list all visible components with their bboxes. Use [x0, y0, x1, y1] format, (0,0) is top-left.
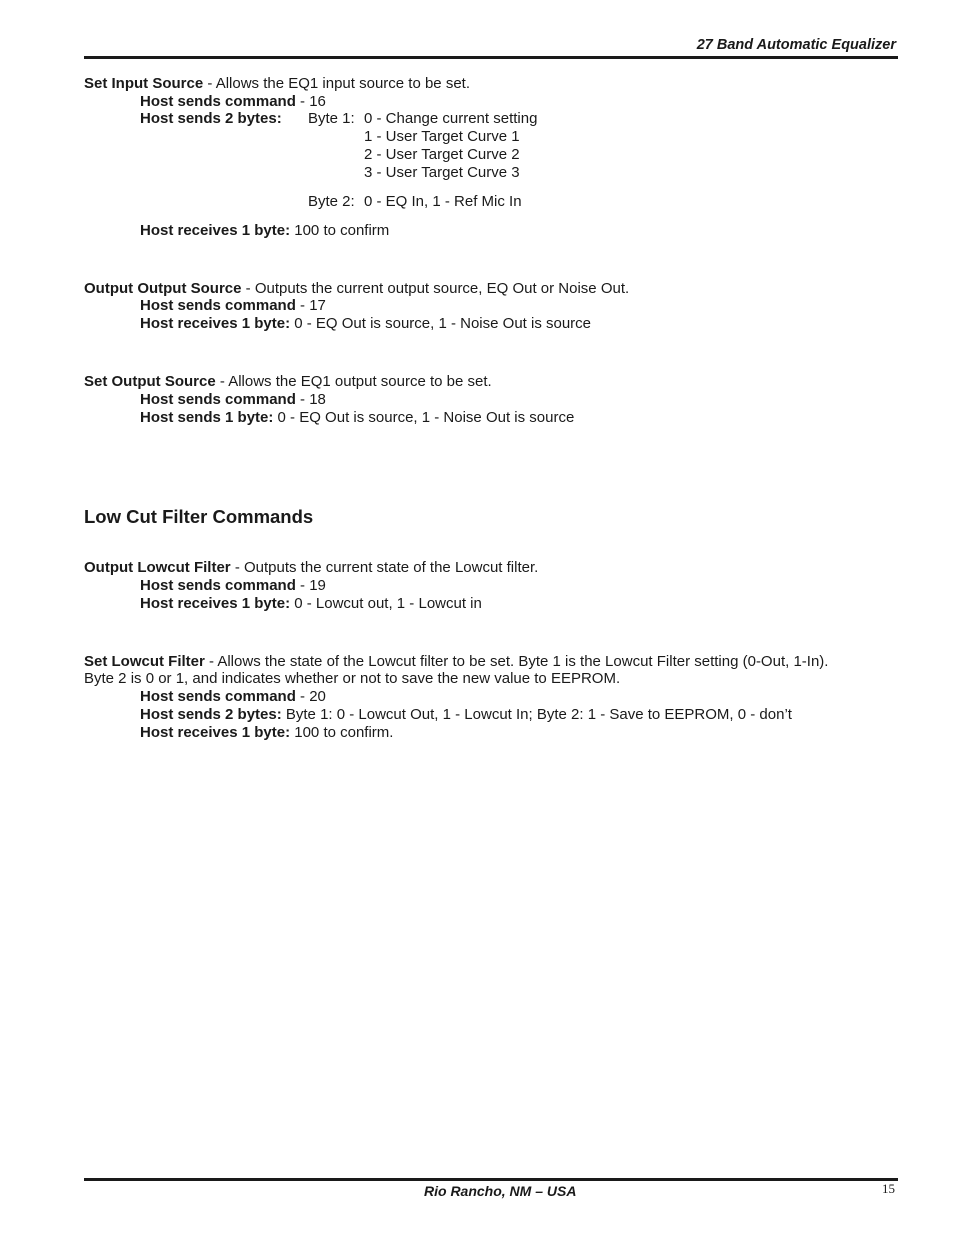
- value: 100 to confirm: [290, 222, 390, 239]
- set-lowcut-heading: [84, 653, 828, 671]
- set-output-source-command: [140, 391, 326, 409]
- label: Host sends command: [140, 577, 296, 594]
- header-rule: [84, 56, 898, 59]
- footer-rule: [84, 1178, 898, 1181]
- footer-location: Rio Rancho, NM – USA: [424, 1183, 577, 1199]
- label: Host receives 1 byte:: [140, 222, 291, 239]
- set-lowcut-command: [140, 688, 326, 706]
- command-description: - Outputs the current output source, EQ Out or Noise Out.: [241, 280, 630, 297]
- output-output-source-receives: [140, 315, 591, 333]
- command-name: Output Lowcut Filter: [84, 559, 231, 576]
- label: Host sends command: [140, 297, 296, 314]
- value: - 18: [295, 391, 326, 408]
- output-lowcut-heading: [84, 559, 538, 577]
- value: - 16: [295, 93, 326, 110]
- set-input-source-receives: [140, 222, 389, 240]
- set-input-source-bytes-label: Host sends 2 bytes:: [140, 110, 282, 127]
- label: Host sends command: [140, 688, 296, 705]
- set-lowcut-sends: [140, 706, 792, 724]
- command-name: Set Lowcut Filter: [84, 653, 205, 670]
- byte1-label: Byte 1:: [308, 110, 355, 127]
- byte1-option: 0 - Change current setting: [364, 110, 538, 127]
- byte1-option: 1 - User Target Curve 1: [364, 128, 520, 145]
- output-output-source-heading: [84, 280, 629, 298]
- label: Host sends command: [140, 391, 296, 408]
- value: Byte 1: 0 - Lowcut Out, 1 - Lowcut In; Byte 2: 1 - Save to EEPROM, 0 - don’t: [281, 706, 792, 723]
- set-lowcut-description-line2: Byte 2 is 0 or 1, and indicates whether or not to save the new value to EEPROM.: [84, 670, 621, 687]
- byte2-label: Byte 2:: [308, 193, 355, 210]
- set-input-source-command: [140, 93, 326, 111]
- label: Host receives 1 byte:: [140, 724, 291, 741]
- set-input-source-heading: [84, 75, 470, 93]
- label: Host receives 1 byte:: [140, 315, 291, 332]
- value: - 19: [295, 577, 326, 594]
- section-title: Low Cut Filter Commands: [84, 506, 314, 527]
- command-name: Set Output Source: [84, 373, 216, 390]
- label: Host sends command: [140, 93, 296, 110]
- set-lowcut-receives: [140, 724, 393, 742]
- command-description: - Allows the EQ1 output source to be set.: [215, 373, 492, 390]
- page-number: 15: [882, 1181, 895, 1196]
- command-name: Output Output Source: [84, 280, 242, 297]
- value: - 17: [295, 297, 326, 314]
- value: 0 - Lowcut out, 1 - Lowcut in: [290, 595, 482, 612]
- command-description: - Allows the state of the Lowcut filter to be set. Byte 1 is the Lowcut Filter setting (0-Out, 1-In).: [204, 653, 829, 670]
- value: - 20: [295, 688, 326, 705]
- command-description: - Outputs the current state of the Lowcut filter.: [230, 559, 539, 576]
- set-output-source-sends: [140, 409, 574, 427]
- byte2-value: 0 - EQ In, 1 - Ref Mic In: [364, 193, 522, 210]
- label: Host receives 1 byte:: [140, 595, 291, 612]
- set-output-source-heading: [84, 373, 492, 391]
- byte1-option: 3 - User Target Curve 3: [364, 164, 520, 181]
- label: Host sends 2 bytes:: [140, 706, 282, 723]
- value: 0 - EQ Out is source, 1 - Noise Out is source: [290, 315, 592, 332]
- command-description: - Allows the EQ1 input source to be set.: [203, 75, 470, 92]
- value: 100 to confirm.: [290, 724, 394, 741]
- label: Host sends 1 byte:: [140, 409, 274, 426]
- byte1-option: 2 - User Target Curve 2: [364, 146, 520, 163]
- output-lowcut-command: [140, 577, 326, 595]
- running-header-title: 27 Band Automatic Equalizer: [696, 37, 896, 53]
- output-output-source-command: [140, 297, 326, 315]
- value: 0 - EQ Out is source, 1 - Noise Out is source: [273, 409, 575, 426]
- output-lowcut-receives: [140, 595, 482, 613]
- command-name: Set Input Source: [84, 75, 204, 92]
